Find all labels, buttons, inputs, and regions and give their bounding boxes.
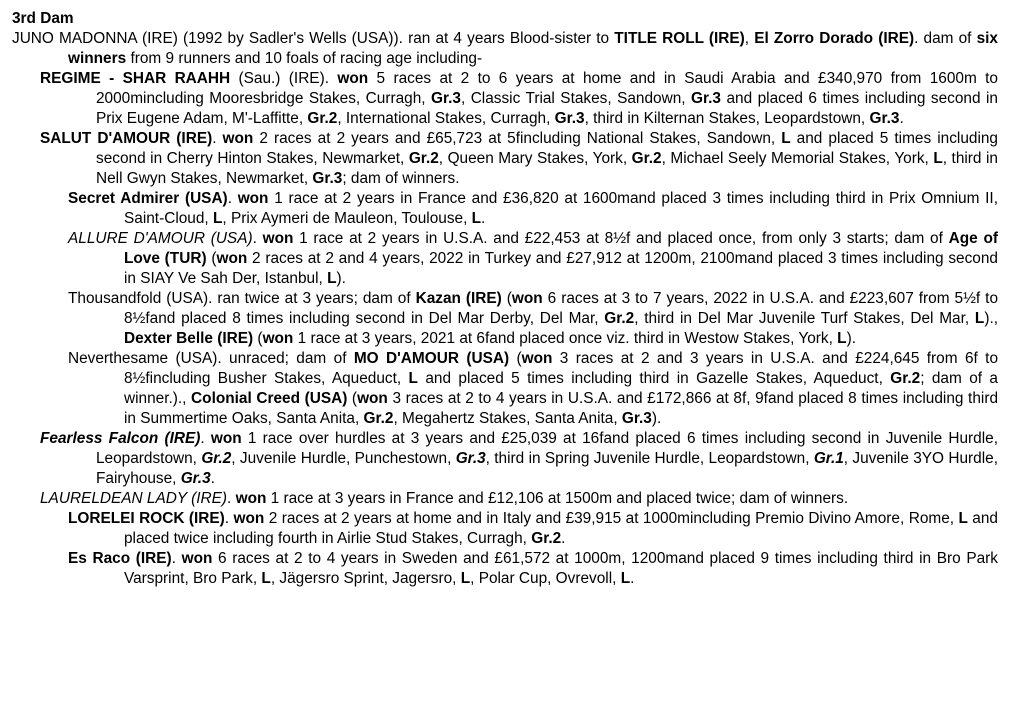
pedigree-entry [12,429,998,489]
entry-text: Thousandfold (USA). ran twice at 3 years; dam of [68,290,416,307]
entry-emphasis: won [216,250,248,267]
entry-emphasis: L [327,270,337,287]
entry-text: , [744,30,755,47]
entry-emphasis: Gr.3 [312,170,343,187]
entry-text: and placed 5 times including second in Cherry Hinton Stakes, Newmarket, [96,130,998,167]
entry-text: 2 races at 2 years at home and in Italy and £39,915 at 1000mincluding Premio Divino Amore, Rome, [264,510,959,527]
entry-emphasis: Gr.3 [691,90,721,107]
entry-text: , third in Nell Gwyn Stakes, Newmarket, [96,150,998,187]
entry-emphasis: Gr.2 [531,530,562,547]
entry-text: Neverthesame (USA). unraced; dam of [68,350,354,367]
entry-text: 3 races at 2 to 4 years in U.S.A. and £172,866 at 8f, 9fand placed 8 times including third in Summertime Oaks, Santa Anita, [124,390,998,427]
entry-emphasis: Age of Love (TUR) [124,230,998,267]
entry-emphasis: Gr.3 [621,410,652,427]
entry-emphasis: won [357,390,388,407]
entry-text: , International Stakes, Curragh, [337,110,555,127]
entry-emphasis: won [262,330,294,347]
entry-emphasis: won [235,490,267,507]
entry-text: 2 races at 2 and 4 years, 2022 in Turkey and £27,912 at 1200m, 2100mand placed 3 times including second in SIAY Ve Sah Der, Istanbul, [124,250,998,287]
entry-text: . [171,550,182,567]
entry-emphasis: LORELEI ROCK (IRE) [68,510,225,527]
entry-emphasis: won [521,350,553,367]
entry-text: 6 races at 2 to 4 years in Sweden and £61,572 at 1000m, 1200mand placed 9 times including third in Bro Park Varsprint, Bro Park, [124,550,999,587]
entry-text: )., [984,310,999,327]
entry-text: ( [509,350,522,367]
entry-text: ). [651,410,662,427]
entry-text: , Polar Cup, Ovrevoll, [470,570,621,587]
entry-emphasis: Dexter Belle (IRE) [124,330,254,347]
entry-text: 1 race at 2 years in U.S.A. and £22,453 at 8½f and placed once, from only 3 starts; dam of [293,230,949,247]
entry-text: 5 races at 2 to 6 years at home and in Saudi Arabia and £340,970 from 1600m to 2000mincluding Mooresbridge Stakes, Curragh, [96,70,998,107]
entry-text: 1 race at 2 years in France and £36,820 at 1600mand placed 3 times including third in Prix Omnium II, Saint-Cloud, [124,190,998,227]
entry-emphasis: L [933,150,943,167]
entry-emphasis: L [408,370,418,387]
entry-emphasis: Gr.3 [455,450,486,467]
entry-emphasis: ALLURE D'AMOUR (USA) [68,230,253,247]
entry-emphasis: Colonial Creed (USA) [191,390,348,407]
entry-text: . [212,130,223,147]
entry-text: . dam of [914,30,977,47]
entry-text: . [224,510,234,527]
entry-text: and placed 6 times including second in Prix Eugene Adam, M'-Laffitte, [96,90,998,127]
entry-emphasis: L [471,210,482,227]
entry-emphasis: Es Raco (IRE) [68,550,172,567]
entry-text: . [210,470,215,487]
entries-list [12,29,998,589]
entry-emphasis: won [262,230,294,247]
pedigree-entry [12,509,998,549]
entry-text: 1 race over hurdles at 3 years and £25,039 at 16fand placed 6 times including second in Juvenile Hurdle, Leopardstown, [96,430,998,467]
entry-text: . [252,230,263,247]
entry-emphasis: won [181,550,213,567]
entry-text: and placed twice including fourth in Airlie Stud Stakes, Curragh, [124,510,998,547]
entry-emphasis: Gr.3 [869,110,900,127]
entry-text: , Juvenile 3YO Hurdle, Fairyhouse, [96,450,998,487]
entry-text: . [227,190,238,207]
entry-emphasis: Secret Admirer (USA) [68,190,228,207]
entry-emphasis: won [210,430,242,447]
entry-emphasis: won [233,510,265,527]
entry-emphasis: L [781,130,791,147]
entry-text: ( [206,250,217,267]
entry-text: JUNO MADONNA (IRE) (1992 by Sadler's Wells (USA)). ran at 4 years Blood-sister to [12,30,615,47]
entry-emphasis: L [460,570,471,587]
entry-emphasis: LAURELDEAN LADY (IRE) [40,490,228,507]
entry-emphasis: SALUT D'AMOUR (IRE) [40,130,213,147]
entry-emphasis: TITLE ROLL (IRE) [614,30,745,47]
entry-emphasis: Gr.2 [307,110,338,127]
entry-emphasis: won [337,70,369,87]
entry-emphasis: won [222,130,254,147]
entry-emphasis: Gr.2 [631,150,662,167]
entry-emphasis: Kazan (IRE) [415,290,502,307]
entry-text: ; dam of winners. [342,170,460,187]
entry-emphasis: Gr.1 [813,450,844,467]
entry-emphasis: REGIME - SHAR RAAHH [40,70,231,87]
entry-text: . [227,490,236,507]
entry-text: ). [336,270,346,287]
entry-emphasis: six winners [68,30,998,67]
entry-emphasis: Gr.2 [604,310,635,327]
pedigree-entry [12,289,998,349]
entry-text: , Queen Mary Stakes, York, [438,150,632,167]
entry-emphasis: Gr.2 [890,370,921,387]
entry-emphasis: won [237,190,269,207]
entry-text: , third in Kilternan Stakes, Leopardstown, [584,110,870,127]
pedigree-entry [12,189,998,229]
pedigree-entry [12,549,998,589]
entry-text: , Jägersro Sprint, Jagersro, [270,570,461,587]
entry-emphasis: Fearless Falcon (IRE) [40,430,201,447]
entry-text: , third in Spring Juvenile Hurdle, Leopardstown, [485,450,814,467]
entry-text: 3 races at 2 and 3 years in U.S.A. and £224,645 from 6f to 8½fincluding Busher Stakes, Aqueduct, [124,350,998,387]
pedigree-entry [12,129,998,189]
entry-text: , Michael Seely Memorial Stakes, York, [661,150,934,167]
entry-emphasis: MO D'AMOUR (USA) [353,350,510,367]
entry-emphasis: won [511,290,543,307]
entry-text: , third in Del Mar Juvenile Turf Stakes, Del Mar, [634,310,975,327]
entry-text: . [200,430,211,447]
entry-emphasis: L [212,210,223,227]
entry-text: ( [347,390,358,407]
entry-emphasis: Gr.2 [363,410,394,427]
entry-text: . [481,210,486,227]
entry-emphasis: L [837,330,847,347]
entry-text: 6 races at 3 to 7 years, 2022 in U.S.A. and £223,607 from 5½f to 8½fand placed 8 times including second in Del Mar Derby, Del Mar, [124,290,999,327]
entry-emphasis: Gr.3 [431,90,461,107]
pedigree-entry [12,489,998,509]
entry-text: ). [846,330,856,347]
entry-text: 1 race at 3 years in France and £12,106 at 1500m and placed twice; dam of winners. [266,490,849,507]
entry-text: , Prix Aymeri de Mauleon, Toulouse, [222,210,472,227]
pedigree-entry [12,29,998,69]
entry-emphasis: Gr.2 [201,450,232,467]
pedigree-entry [12,229,998,289]
entry-emphasis: L [974,310,985,327]
entry-emphasis: Gr.3 [180,470,211,487]
entry-text: ( [501,290,512,307]
pedigree-entry [12,69,998,129]
entry-text: 2 races at 2 years and £65,723 at 5fincluding National Stakes, Sandown, [253,130,782,147]
entry-text: , Classic Trial Stakes, Sandown, [460,90,692,107]
entry-text: ; dam of a winner.)., [124,370,998,407]
entry-text: (Sau.) (IRE). [230,70,338,87]
entry-text: from 9 runners and 10 foals of racing age including- [126,50,483,67]
entry-text: . [899,110,904,127]
entry-emphasis: Gr.2 [408,150,439,167]
entry-text: and placed 5 times including third in Gazelle Stakes, Aqueduct, [417,370,891,387]
entry-text: . [630,570,635,587]
entry-emphasis: L [620,570,631,587]
entry-emphasis: L [958,510,968,527]
section-heading: 3rd Dam [12,10,74,27]
pedigree-entry [12,349,998,429]
entry-text: ( [253,330,263,347]
entry-emphasis: L [261,570,271,587]
entry-text: , Megahertz Stakes, Santa Anita, [393,410,622,427]
entry-text: 1 race at 3 years, 2021 at 6fand placed once viz. third in Westow Stakes, York, [293,330,838,347]
entry-emphasis: Gr.3 [554,110,585,127]
entry-emphasis: El Zorro Dorado (IRE) [754,30,915,47]
entry-text: . [561,530,566,547]
entry-text: , Juvenile Hurdle, Punchestown, [231,450,456,467]
